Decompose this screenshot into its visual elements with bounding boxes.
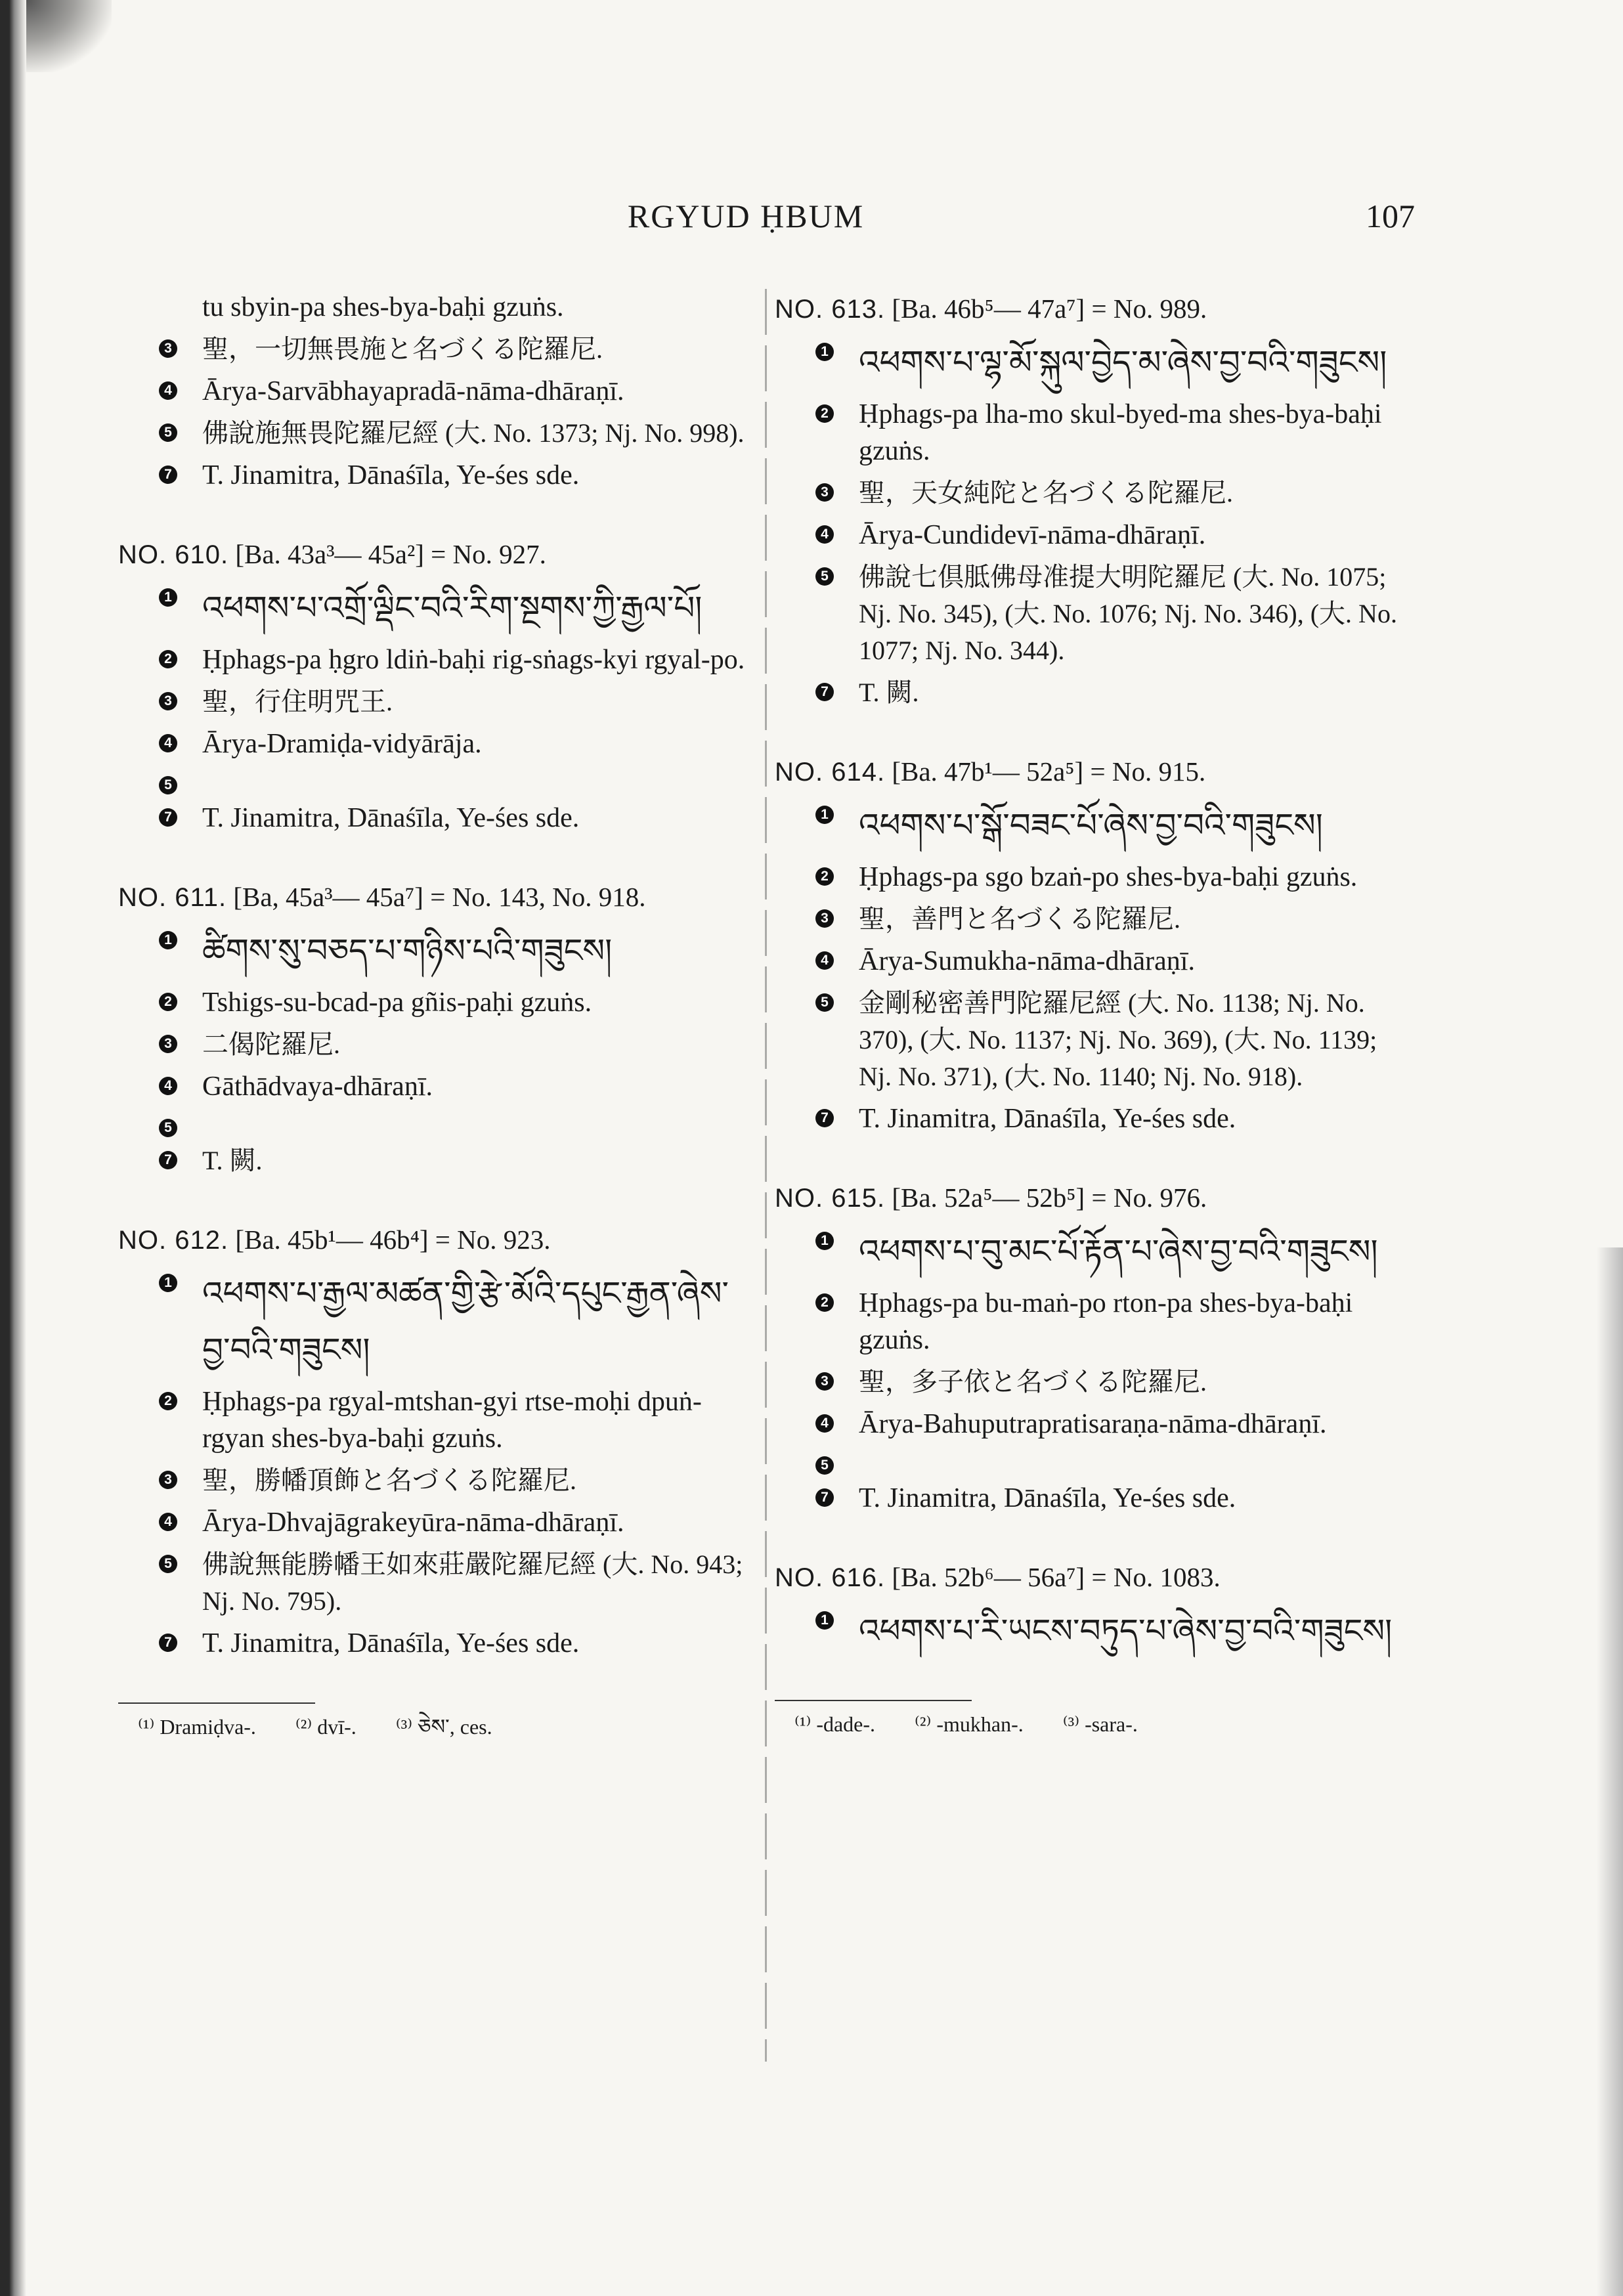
- item-number: [775, 1406, 859, 1433]
- item-number: [775, 475, 859, 502]
- item-number: [118, 1504, 202, 1531]
- item-number-badge: 2: [159, 650, 177, 668]
- entries: [775, 289, 1405, 1659]
- item-number: [118, 1462, 202, 1489]
- item-number-badge: 1: [815, 1232, 834, 1250]
- running-title: RGYUD ḤBUM: [627, 198, 865, 234]
- item-number-badge: 3: [815, 1372, 834, 1391]
- item-number-badge: 3: [159, 339, 177, 358]
- item-number-badge: 4: [815, 1414, 834, 1433]
- entry-header: [118, 534, 748, 574]
- item-number-badge: 1: [815, 343, 834, 361]
- entry-text: འཕགས་པ་ལྷ་མོ་སྐུལ་བྱེད་མ་ཞེས་བྱ་བའི་གཟུངས།: [859, 344, 1387, 381]
- entry-line: [775, 475, 1405, 511]
- item-number: [775, 859, 859, 886]
- item-number-badge: 5: [815, 993, 834, 1012]
- entry-text: Ḥphags-pa bu-maṅ-po rton-pa shes-bya-baḥi gzuṅs.: [859, 1288, 1353, 1355]
- entry-text: Ārya-Cundidevī-nāma-dhāraṇī.: [859, 520, 1206, 550]
- entry-line: [118, 331, 748, 368]
- entry-text: 佛說七倶胝佛母准提大明陀羅尼 (大. No. 1075; Nj. No. 345), (大. No. 1076; Nj. No. 346), (大. No. 1077; Nj. No. 344).: [859, 562, 1397, 665]
- item-number: [775, 517, 859, 544]
- column-divider: [765, 289, 767, 2062]
- entry-line: [118, 1265, 748, 1378]
- item-number-badge: 1: [159, 1274, 177, 1292]
- entry-text: T. 闕.: [859, 678, 919, 707]
- entry-reference: [Ba. 47b¹— 52a⁵] = No. 915.: [885, 756, 1206, 787]
- entry-line: [775, 797, 1405, 854]
- entry-line: [775, 334, 1405, 391]
- item-number-badge: 5: [815, 567, 834, 586]
- entry-text: 金剛秘密善門陀羅尼經 (大. No. 1138; Nj. No. 370), (大. No. 1137; Nj. No. 369), (大. No. 1139; Nj. No. 371), (大. No. 1140; Nj. No. 918).: [859, 988, 1377, 1091]
- entry-line: [118, 922, 748, 979]
- item-number-badge: 7: [815, 683, 834, 701]
- catalog-entry: [775, 752, 1405, 1137]
- entry-line: [118, 1504, 748, 1541]
- entry-line: [118, 768, 748, 794]
- entry-text: Tshigs-su-bcad-pa gñis-paḥi gzuṅs.: [202, 987, 592, 1018]
- entry-line: [118, 373, 748, 410]
- item-number-badge: 4: [159, 734, 177, 752]
- entry-line: [118, 1546, 748, 1620]
- entry-text: ཚིགས་སུ་བཅད་པ་གཉིས་པའི་གཟུངས།: [202, 932, 613, 969]
- item-number: [775, 559, 859, 586]
- entry-line: [118, 1383, 748, 1457]
- entry-text: Ḥphags-pa lha-mo skul-byed-ma shes-bya-baḥi gzuṅs.: [859, 399, 1382, 466]
- entry-text: Ḥphags-pa ḥgro ldiṅ-baḥi rig-sṅags-kyi rgyal-po.: [202, 645, 745, 675]
- footnotes: [118, 1704, 748, 1750]
- item-number-badge: 5: [159, 1555, 177, 1573]
- item-number: [118, 1142, 202, 1169]
- item-number-badge: 5: [815, 1456, 834, 1475]
- entry-number: NO. 611.: [118, 883, 227, 912]
- footnote: ⁽²⁾ dvī-.: [295, 1715, 357, 1739]
- entry-line: [775, 1406, 1405, 1442]
- entry-text: འཕགས་པ་རྒྱལ་མཚན་གྱི་རྩེ་མོའི་དཔུང་རྒྱན་ཞེས་བྱ་བའི་གཟུངས།: [202, 1275, 729, 1368]
- entry-line: [118, 984, 748, 1021]
- entry-text: T. Jinamitra, Dānaśīla, Ye-śes sde.: [202, 803, 580, 833]
- entry-text: Ārya-Bahuputrapratisaraṇa-nāma-dhāraṇī.: [859, 1409, 1327, 1439]
- item-number-badge: 7: [159, 466, 177, 484]
- entry-line: [118, 641, 748, 678]
- item-number: [118, 641, 202, 668]
- entry-line: [775, 859, 1405, 896]
- entry-text: Ārya-Dhvajāgrakeyūra-nāma-dhāraṇī.: [202, 1507, 624, 1538]
- entry-line: [118, 1142, 748, 1179]
- item-number: [775, 396, 859, 423]
- footnote: ⁽³⁾ -sara-.: [1062, 1712, 1138, 1736]
- item-number: [118, 768, 202, 794]
- item-number-badge: 3: [159, 1035, 177, 1053]
- entry-number: NO. 613.: [775, 295, 886, 324]
- item-number-badge: 2: [815, 1293, 834, 1312]
- entry-text: Ārya-Sarvābhayapradā-nāma-dhāraṇī.: [202, 376, 624, 406]
- item-number: [775, 1480, 859, 1507]
- item-number: [775, 901, 859, 928]
- catalog-entry: [775, 289, 1405, 711]
- entry-line: [118, 1462, 748, 1499]
- entry-text: T. Jinamitra, Dānaśīla, Ye-śes sde.: [859, 1104, 1236, 1134]
- footnote: ⁽³⁾ ཅེས་, ces.: [395, 1715, 492, 1739]
- entry-header: [775, 752, 1405, 792]
- item-number: [118, 1625, 202, 1652]
- entry-text: T. 闕.: [202, 1146, 263, 1175]
- item-number-badge: 7: [815, 1109, 834, 1127]
- item-number: [118, 1546, 202, 1573]
- entry-reference: [Ba. 52b⁶— 56a⁷] = No. 1083.: [885, 1562, 1221, 1592]
- item-number-badge: 4: [159, 1513, 177, 1531]
- item-number-badge: 3: [159, 692, 177, 710]
- footnotes: [775, 1701, 1405, 1747]
- footnote: ⁽²⁾ -mukhan-.: [915, 1712, 1024, 1736]
- entry-line: [775, 1100, 1405, 1137]
- entry-line: [118, 1625, 748, 1662]
- right-column: [775, 289, 1405, 1747]
- entry-line: [775, 559, 1405, 669]
- entry-line: [775, 517, 1405, 553]
- entry-line: [775, 901, 1405, 938]
- entry-line: [775, 1285, 1405, 1358]
- entry-line: [118, 726, 748, 762]
- item-number-badge: 4: [815, 525, 834, 544]
- item-number: [118, 331, 202, 358]
- entry-reference: [Ba. 52a⁵— 52b⁵] = No. 976.: [885, 1182, 1207, 1213]
- entry-text: T. Jinamitra, Dānaśīla, Ye-śes sde.: [859, 1483, 1236, 1513]
- item-number: [118, 984, 202, 1011]
- entry-text: 二偈陀羅尼.: [202, 1029, 340, 1059]
- item-number-badge: 2: [159, 993, 177, 1011]
- entry-line: [775, 985, 1405, 1095]
- item-number: [118, 1110, 202, 1137]
- item-number-badge: 4: [815, 951, 834, 970]
- entry-text: T. Jinamitra, Dānaśīla, Ye-śes sde.: [202, 1628, 580, 1658]
- entry-line: [775, 1480, 1405, 1517]
- entry-text: T. Jinamitra, Dānaśīla, Ye-śes sde.: [202, 460, 580, 490]
- item-number: [118, 457, 202, 484]
- item-number: [775, 1603, 859, 1630]
- entry-number: NO. 610.: [118, 540, 229, 569]
- entry-text: 佛說施無畏陀羅尼經 (大. No. 1373; Nj. No. 998).: [202, 418, 745, 448]
- item-number: [118, 726, 202, 752]
- entry-header: [775, 1557, 1405, 1597]
- entry-line: [118, 683, 748, 720]
- continuation-lines: [118, 331, 748, 494]
- item-number: [775, 1285, 859, 1312]
- continuation-line: tu sbyin-pa shes-bya-baḥi gzuṅs.: [202, 292, 564, 322]
- item-number: [118, 800, 202, 827]
- item-number-badge: 7: [159, 1634, 177, 1652]
- entry-reference: [Ba, 45a³— 45a⁷] = No. 143, No. 918.: [227, 882, 646, 912]
- item-number-badge: 4: [159, 381, 177, 400]
- entry-text: Ārya-Sumukha-nāma-dhāraṇī.: [859, 946, 1195, 976]
- entry-text: འཕགས་པ་འགྲོ་ལྡིང་བའི་རིག་སྔགས་ཀྱི་རྒྱལ་པོ།: [202, 590, 703, 626]
- entry-line: [118, 457, 748, 494]
- entry-line: [118, 580, 748, 636]
- item-number-badge: 2: [815, 404, 834, 423]
- entry-header: [118, 1220, 748, 1260]
- item-number: [775, 1100, 859, 1127]
- entry-text: Ḥphags-pa rgyal-mtshan-gyi rtse-moḥi dpuṅ-rgyan shes-bya-baḥi gzuṅs.: [202, 1387, 702, 1454]
- entry-text: འཕགས་པ་རི་ཡངས་བཏུད་པ་ཞེས་བྱ་བའི་གཟུངས།: [859, 1613, 1393, 1649]
- item-number: [118, 580, 202, 607]
- page-number: 107: [1366, 198, 1415, 234]
- entry-text: 佛說無能勝幡王如來莊嚴陀羅尼經 (大. No. 943; Nj. No. 795).: [202, 1549, 743, 1616]
- item-number: [118, 1068, 202, 1095]
- footnote: ⁽¹⁾ Dramiḍva-.: [138, 1715, 256, 1739]
- entry-text: 聖，行住明咒王.: [202, 687, 393, 716]
- entry-line: [118, 415, 748, 452]
- item-number-badge: 1: [159, 588, 177, 607]
- item-number-badge: 2: [815, 867, 834, 886]
- item-number: [118, 415, 202, 442]
- item-number: [118, 1026, 202, 1053]
- item-number: [775, 1364, 859, 1391]
- item-number-badge: 5: [159, 1119, 177, 1137]
- catalog-entry: [775, 1178, 1405, 1517]
- item-number: [775, 985, 859, 1012]
- entry-header: [775, 1178, 1405, 1218]
- catalog-entry: [775, 1557, 1405, 1659]
- entry-text: 聖，天女純陀と名づくる陀羅尼.: [859, 478, 1233, 508]
- item-number-badge: 7: [159, 808, 177, 827]
- entry-line: [775, 943, 1405, 980]
- item-number: [118, 1265, 202, 1292]
- entry-line: [118, 1026, 748, 1063]
- item-number-badge: 5: [159, 423, 177, 442]
- entry-text: འཕགས་པ་སྒོ་བཟང་པོ་ཞེས་བྱ་བའི་གཟུངས།: [859, 807, 1323, 844]
- entry-number: NO. 616.: [775, 1563, 886, 1592]
- entry-text: 聖，善門と名づくる陀羅尼.: [859, 904, 1180, 934]
- item-number-badge: 5: [159, 776, 177, 794]
- item-number: [118, 1383, 202, 1410]
- item-number-badge: 7: [159, 1151, 177, 1169]
- entry-number: NO. 615.: [775, 1184, 886, 1213]
- entry-reference: [Ba. 43a³— 45a²] = No. 927.: [228, 539, 546, 569]
- item-number-badge: 3: [159, 1471, 177, 1489]
- entry-text: Ārya-Dramiḍa-vidyārāja.: [202, 729, 482, 759]
- book-binding-shadow: [0, 0, 26, 2296]
- entries: [118, 534, 748, 1662]
- item-number: [775, 1223, 859, 1250]
- entry-line: [118, 1110, 748, 1137]
- entry-header: [118, 877, 748, 917]
- entry-number: NO. 612.: [118, 1226, 229, 1255]
- item-number: [775, 334, 859, 361]
- entry-text: Ḥphags-pa sgo bzaṅ-po shes-bya-baḥi gzuṅs.: [859, 862, 1358, 892]
- entry-line: [118, 800, 748, 836]
- footnote: ⁽¹⁾ -dade-.: [794, 1712, 876, 1736]
- entry-text: འཕགས་པ་བུ་མང་པོ་རྟོན་པ་ཞེས་བྱ་བའི་གཟུངས།: [859, 1233, 1378, 1270]
- item-number-badge: 3: [815, 909, 834, 928]
- scan-artifact: [26, 0, 112, 72]
- entry-line: [775, 1223, 1405, 1280]
- entry-line: [775, 1448, 1405, 1475]
- entry-line: [775, 1603, 1405, 1659]
- left-column: [118, 289, 748, 1750]
- item-number-badge: 1: [815, 1611, 834, 1630]
- catalog-entry: [118, 1220, 748, 1662]
- item-number-badge: 1: [159, 931, 177, 949]
- entry-line: [775, 674, 1405, 711]
- catalog-entry: [118, 877, 748, 1179]
- entry-reference: [Ba. 45b¹— 46b⁴] = No. 923.: [228, 1224, 551, 1255]
- item-number: [775, 943, 859, 970]
- right-edge-shadow: [1597, 1247, 1623, 2296]
- entry-text: 聖，一切無畏施と名づくる陀羅尼.: [202, 334, 603, 364]
- item-number: [118, 373, 202, 400]
- item-number: [775, 797, 859, 824]
- item-number: [775, 1448, 859, 1475]
- item-number: [775, 674, 859, 701]
- item-number: [118, 922, 202, 949]
- entry-number: NO. 614.: [775, 758, 886, 787]
- item-number-badge: 1: [815, 806, 834, 824]
- entry-line: [775, 396, 1405, 469]
- entry-header: [775, 289, 1405, 329]
- entry-line: [118, 1068, 748, 1105]
- entry-text: 聖，多子依と名づくる陀羅尼.: [859, 1367, 1207, 1397]
- item-number-badge: 2: [159, 1392, 177, 1410]
- catalog-entry: [118, 534, 748, 836]
- item-number: [118, 683, 202, 710]
- item-number-badge: 4: [159, 1077, 177, 1095]
- item-number-badge: 3: [815, 483, 834, 502]
- entry-line: [775, 1364, 1405, 1400]
- entry-reference: [Ba. 46b⁵— 47a⁷] = No. 989.: [885, 293, 1207, 324]
- entry-text: Gāthādvaya-dhāraṇī.: [202, 1072, 433, 1102]
- item-number-badge: 7: [815, 1488, 834, 1507]
- entry-text: 聖，勝幡頂飾と名づくる陀羅尼.: [202, 1465, 576, 1495]
